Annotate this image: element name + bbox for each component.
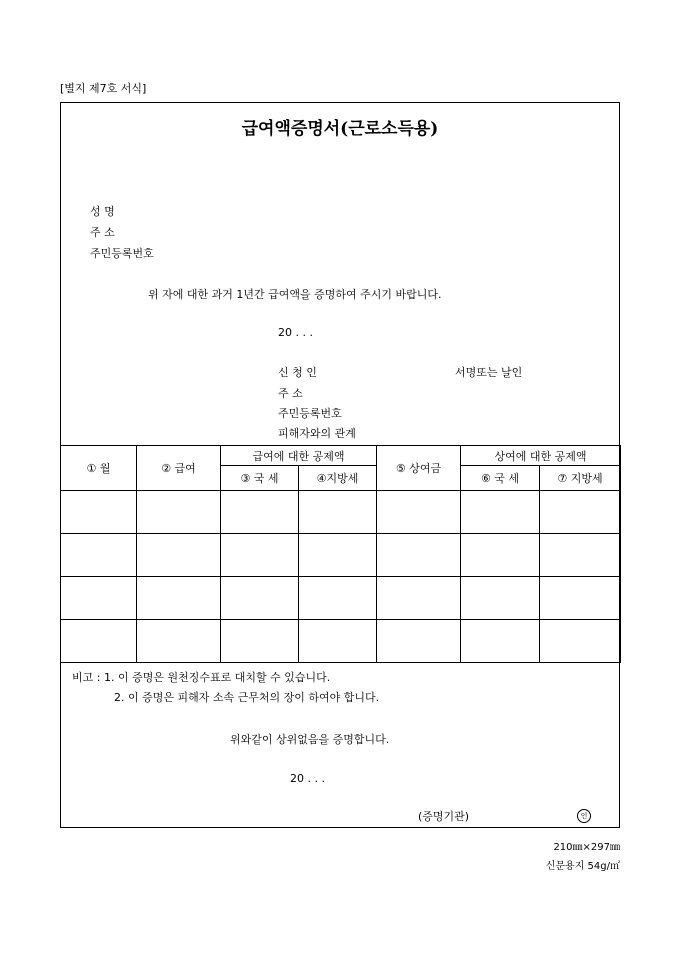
header-bonus-deduction: 상여에 대한 공제액 [461, 446, 621, 466]
header-bonus-local-tax: ⑦ 지방세 [540, 466, 621, 491]
form-label: [별지 제7호 서식] [60, 82, 147, 95]
resident-number-label: 주민등록번호 [90, 247, 154, 260]
table-cell[interactable] [461, 491, 540, 534]
header-bonus-national-tax: ⑥ 국 세 [461, 466, 540, 491]
table-cell[interactable] [221, 491, 299, 534]
table-cell[interactable] [61, 577, 137, 620]
table-cell[interactable] [461, 577, 540, 620]
table-cell[interactable] [137, 620, 221, 663]
paper-type: 신문용지 54g/㎡ [545, 861, 620, 872]
signature-label: 서명또는 날인 [455, 366, 523, 379]
request-date: 20 . . . [278, 326, 313, 339]
table-cell[interactable] [299, 534, 377, 577]
table-cell[interactable] [540, 534, 621, 577]
table-cell[interactable] [221, 620, 299, 663]
table-row [61, 534, 621, 577]
header-local-tax: ④지방세 [299, 466, 377, 491]
table-cell[interactable] [137, 534, 221, 577]
relation-label: 피해자와의 관계 [278, 427, 356, 440]
table-row [61, 577, 621, 620]
form-title: 급여액증명서(근로소득용) [241, 119, 439, 139]
issuer-label: (증명기관) [418, 810, 470, 823]
table-cell[interactable] [221, 534, 299, 577]
seal-mark: 인 [577, 809, 591, 823]
certify-date: 20 . . . [290, 772, 325, 785]
table-cell[interactable] [461, 534, 540, 577]
header-salary: ② 급여 [137, 446, 221, 491]
table-cell[interactable] [377, 577, 461, 620]
table-row [61, 620, 621, 663]
table-cell[interactable] [299, 620, 377, 663]
header-bonus: ⑤ 상여금 [377, 446, 461, 491]
certify-sentence: 위와같이 상위없음을 증명합니다. [230, 733, 390, 746]
table-cell[interactable] [61, 534, 137, 577]
table-cell[interactable] [137, 491, 221, 534]
table-cell[interactable] [61, 491, 137, 534]
table-cell[interactable] [377, 620, 461, 663]
table-cell[interactable] [299, 577, 377, 620]
applicant-label: 신 청 인 [278, 366, 317, 379]
name-label: 성 명 [90, 205, 115, 218]
remark-line-1: 비고 : 1. 이 증명은 원천징수표로 대치할 수 있습니다. [72, 671, 331, 684]
address-label: 주 소 [90, 226, 115, 239]
table-cell[interactable] [377, 491, 461, 534]
table-cell[interactable] [461, 620, 540, 663]
request-sentence: 위 자에 대한 과거 1년간 급여액을 증명하여 주시기 바랍니다. [148, 288, 442, 301]
remark-line-2: 2. 이 증명은 피해자 소속 근무처의 장이 하여야 합니다. [114, 691, 380, 704]
table-cell[interactable] [377, 534, 461, 577]
header-national-tax: ③ 국 세 [221, 466, 299, 491]
header-salary-deduction: 급여에 대한 공제액 [221, 446, 377, 466]
table-cell[interactable] [299, 491, 377, 534]
seal-icon [577, 808, 591, 823]
applicant-resident-number-label: 주민등록번호 [278, 407, 342, 420]
header-month: ① 월 [61, 446, 137, 491]
table-cell[interactable] [540, 491, 621, 534]
table-cell[interactable] [61, 620, 137, 663]
table-cell[interactable] [540, 577, 621, 620]
table-row [61, 491, 621, 534]
deduction-table [60, 445, 621, 663]
applicant-address-label: 주 소 [278, 387, 303, 400]
table-cell[interactable] [137, 577, 221, 620]
table-cell[interactable] [221, 577, 299, 620]
table-cell[interactable] [540, 620, 621, 663]
paper-size: 210㎜×297㎜ [553, 842, 620, 853]
